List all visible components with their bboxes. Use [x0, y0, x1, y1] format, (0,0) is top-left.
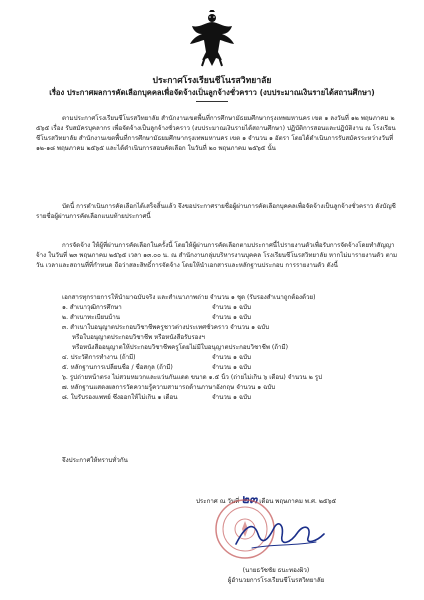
- list-item: หรือหนังสืออนุญาตให้ประกอบวิชาชีพครูโดยไม่มีใบอนุญาตประกอบวิชาชีพ (ถ้ามี): [72, 344, 288, 351]
- list-item: ๔. ประวัติการทำงาน (ถ้ามี) จำนวน ๑ ฉบับ: [62, 354, 251, 361]
- signer-block: [196, 566, 356, 586]
- paragraph-result: บัดนี้ การดำเนินการคัดเลือกได้เสร็จสิ้นแล้ว จึงขอประกาศรายชื่อผู้ผ่านการคัดเลือกบุคคลเพื่อจัดจ้างเป็นลูกจ้างชั่วคราว ดังบัญชีรายชื่อผู้ผ่านการคัดเลือกแนบท้ายประกาศนี้: [36, 203, 396, 220]
- closing-notice: จึงประกาศให้ทราบทั่วกัน: [62, 457, 128, 464]
- list-item: ๒. สำเนาทะเบียนบ้าน จำนวน ๑ ฉบับ: [62, 314, 251, 321]
- list-item: ๗. หลักฐานแสดงผลการวัดความรู้ความสามารถด้านภาษาอังกฤษ จำนวน ๑ ฉบับ: [62, 384, 276, 391]
- required-documents-list: [62, 293, 402, 403]
- paragraph-instructions: การจัดจ้าง ให้ผู้ที่ผ่านการคัดเลือกในครั้งนี้ โดยให้ผู้ผ่านการคัดเลือกตามประกาศนี้ไปรายงานตัวเพื่อรับการจัดจ้างโดยทำสัญญาจ้าง ในวันที่ ๒๓ พฤษภาคม ๒๕๖๕ เวลา ๑๓.๐๐ น. ณ สำนักงานกลุ่มบริหารงานบุคคล โรงเรียนชีโนรสวิทยาลัย หากไม่มารายงานตัว ตามวัน เวลาและสถานที่ที่กำหนด ถือว่าสละสิทธิ์การจัดจ้าง โดยให้นำเอกสารและหลักฐานประกอบ การรายงานตัว ดังนี้: [36, 242, 398, 269]
- list-item: หรือใบอนุญาตประกอบวิชาชีพ หรือหนังสือรับรองฯ: [72, 334, 205, 341]
- signer-title: ผู้อำนวยการโรงเรียนชีโนรสวิทยาลัย: [227, 577, 325, 584]
- handwritten-day: ๒๓: [241, 492, 258, 506]
- document-title: ประกาศโรงเรียนชีโนรสวิทยาลัย: [152, 76, 272, 86]
- title-divider: [196, 101, 228, 102]
- document-title-block: [0, 76, 424, 98]
- signer-name: (นายธวัชชัย ธนะทองผิว): [242, 567, 310, 574]
- list-item: เอกสารทุกรายการให้นำมาฉบับจริง และสำเนาภาพถ่าย จำนวน ๑ ชุด (รับรองสำเนาถูกต้องด้วย): [62, 294, 316, 301]
- list-item: ๖. รูปถ่ายหน้าตรง ไม่สวมหมวกและแว่นกันแดด ขนาด ๑.๕ นิ้ว (ถ่ายไม่เกิน ๖ เดือน) จำนวน ๒ รูป: [62, 374, 323, 381]
- list-item: ๓. สำเนาใบอนุญาตประกอบวิชาชีพครูชาวต่างประเทศชั่วคราว จำนวน ๑ ฉบับ: [62, 324, 270, 331]
- list-item: ๑. สำเนาวุฒิการศึกษา จำนวน ๑ ฉบับ: [62, 304, 251, 311]
- signature: [232, 514, 328, 554]
- document-subject: เรื่อง ประกาศผลการคัดเลือกบุคคลเพื่อจัดจ้างเป็นลูกจ้างชั่วคราว (งบประมาณเงินรายได้สถานศึกษา): [49, 88, 375, 97]
- list-item: ๘. ใบรับรองแพทย์ ซึ่งออกให้ไม่เกิน ๑ เดือน จำนวน ๑ ฉบับ: [62, 394, 251, 401]
- announcement-date: ประกาศ ณ วันที่ ๒๓ เดือน พฤษภาคม พ.ศ. ๒๕๖๕: [196, 492, 337, 506]
- paragraph-background: ตามประกาศโรงเรียนชีโนรสวิทยาลัย สำนักงานเขตพื้นที่การศึกษามัธยมศึกษากรุงเทพมหานคร เขต ๑ ลงวันที่ ๑๒ พฤษภาคม ๒๕๖๕ เรื่อง รับสมัครบุคลากร เพื่อจัดจ้างเป็นลูกจ้างชั่วคราว (งบประมาณเงินรายได้สถานศึกษา) ปฏิบัติการสอนและปฏิบัติงาน ณ โรงเรียนชีโนรสวิทยาลัย สำนักงานเขตพื้นที่การศึกษามัธยมศึกษากรุงเทพมหานคร เขต ๑ จำนวน ๑ อัตรา โดยได้ดำเนินการรับสมัครระหว่างวันที่ ๑๒-๑๘ พฤษภาคม ๒๕๖๕ และได้ดำเนินการสอบคัดเลือก ในวันที่ ๒๐ พฤษภาคม ๒๕๖๕ นั้น: [36, 115, 396, 152]
- garuda-emblem: [188, 10, 236, 68]
- list-item: ๕. หลักฐานการเปลี่ยนชื่อ / ชื่อสกุล (ถ้ามี) จำนวน ๑ ฉบับ: [62, 364, 251, 371]
